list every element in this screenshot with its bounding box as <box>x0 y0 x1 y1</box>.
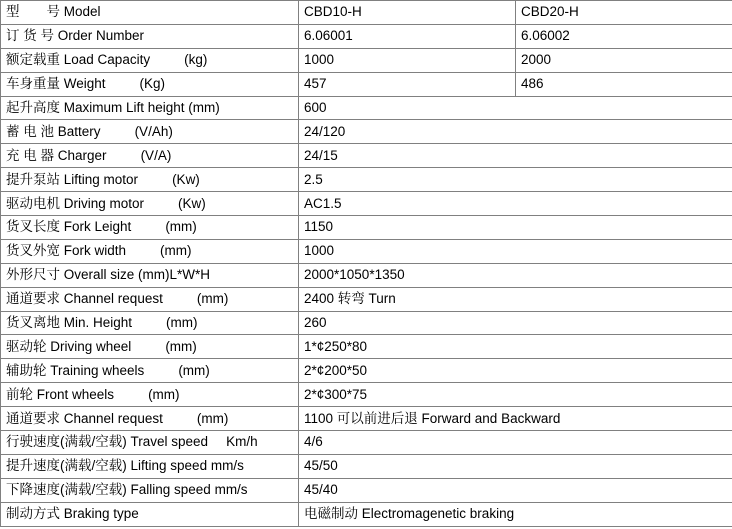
row-label-cn: 行驶速度(满载/空载) <box>6 434 127 450</box>
row-label-cn: 制动方式 <box>6 506 60 522</box>
table-row <box>1 311 732 335</box>
row-label-cell <box>1 24 299 48</box>
row-value-model-1: 1150 <box>299 216 732 240</box>
row-label-cn: 起升高度 <box>6 100 60 115</box>
table-row <box>1 168 732 192</box>
row-label-unit: (mm) <box>166 315 198 331</box>
row-value-model-1: 45/50 <box>299 454 732 478</box>
row-label-cell <box>1 407 299 431</box>
row-label-cn: 辅助轮 <box>6 362 47 378</box>
row-label-en: Front wheels <box>36 386 115 402</box>
row-label-en: Driving motor <box>63 195 145 211</box>
row-label-cell <box>1 48 299 72</box>
row-label-en: Travel speed <box>130 434 209 450</box>
row-label-en: Overall size (mm)L*W*H <box>63 267 211 283</box>
row-label-cell <box>1 239 299 263</box>
row-label-cn: 蓄 电 池 <box>6 123 55 139</box>
row-label-unit: (mm) <box>178 362 210 378</box>
row-value-model-1: 1100 可以前进后退 Forward and Backward <box>299 407 732 431</box>
row-value-model-1: AC1.5 <box>299 192 732 216</box>
table-row <box>1 359 732 383</box>
row-label-en: Braking type <box>63 506 139 522</box>
row-label-cn: 型 号 <box>6 4 60 20</box>
row-label-cell <box>1 1 299 25</box>
row-label-cell <box>1 478 299 502</box>
row-label-cell <box>1 383 299 407</box>
row-label-cn: 货叉离地 <box>6 315 60 331</box>
row-value-model-2: 6.06002 <box>516 24 732 48</box>
row-value-model-1: 6.06001 <box>299 24 516 48</box>
row-value-model-1: 2*¢300*75 <box>299 383 732 407</box>
row-label-cell <box>1 263 299 287</box>
row-label-unit: (kg) <box>184 52 208 68</box>
row-value-model-1: 1*¢250*80 <box>299 335 732 359</box>
row-label-cell <box>1 72 299 96</box>
row-label-en: Training wheels <box>50 362 145 378</box>
row-label-unit: (mm) <box>165 219 197 235</box>
row-label-cell <box>1 502 299 526</box>
row-label-unit: (Kw) <box>178 195 206 211</box>
row-label-cn: 下降速度(满载/空载) <box>6 482 127 498</box>
row-value-model-1: 1000 <box>299 239 732 263</box>
table-row <box>1 216 732 240</box>
table-row <box>1 192 732 216</box>
row-label-cn: 驱动电机 <box>6 195 60 211</box>
row-value-model-2: 2000 <box>516 48 732 72</box>
table-row <box>1 287 732 311</box>
row-value-model-1: 电磁制动 Electromagenetic braking <box>299 502 732 526</box>
row-value-model-1: 260 <box>299 311 732 335</box>
row-label-cn: 额定载重 <box>6 52 60 68</box>
row-value-model-1: 1000 <box>299 48 516 72</box>
row-label-cn: 通道要求 <box>6 291 60 307</box>
row-label-cell <box>1 287 299 311</box>
row-label-unit: (mm) <box>148 386 180 402</box>
row-label-en: Lifting motor <box>63 171 139 187</box>
row-label-unit: (Kg) <box>139 76 166 92</box>
row-label-cell <box>1 359 299 383</box>
table-body <box>1 1 732 527</box>
row-label-cell <box>1 454 299 478</box>
row-label-cell <box>1 335 299 359</box>
row-label-unit: (mm) <box>160 243 192 259</box>
row-value-model-1: 24/15 <box>299 144 732 168</box>
row-label-cn: 订 货 号 <box>6 28 55 44</box>
row-label-en: Fork width <box>63 243 127 259</box>
row-value-model-1: 4/6 <box>299 431 732 455</box>
row-label-en: Fork Leight <box>63 219 132 235</box>
row-label-unit: (V/A) <box>140 147 172 163</box>
table-row <box>1 478 732 502</box>
row-label-cn: 外形尺寸 <box>6 267 60 283</box>
row-label-cn: 驱动轮 <box>6 338 47 354</box>
row-label-en: Weight <box>63 76 106 92</box>
row-label-unit: (mm) <box>196 291 229 307</box>
table-row <box>1 120 732 144</box>
table-row <box>1 72 732 96</box>
table-row <box>1 1 732 25</box>
row-label-en: Channel request <box>63 410 163 426</box>
table-row <box>1 335 732 359</box>
row-label-en: Maximum Lift height (mm) <box>63 100 220 115</box>
row-label-en: Load Capacity <box>63 52 151 68</box>
row-label-en: Model <box>63 4 101 20</box>
table-row <box>1 502 732 526</box>
row-label-unit: (V/Ah) <box>134 123 173 139</box>
row-label-en: Falling speed mm/s <box>130 482 248 498</box>
row-label-en: Min. Height <box>63 315 133 331</box>
row-label-cell <box>1 168 299 192</box>
table-row <box>1 454 732 478</box>
row-label-cell <box>1 192 299 216</box>
table-row <box>1 24 732 48</box>
row-label-cell <box>1 216 299 240</box>
row-label-cn: 货叉外宽 <box>6 243 60 259</box>
table-row <box>1 383 732 407</box>
row-label-cell <box>1 120 299 144</box>
row-label-cn: 前轮 <box>6 386 33 402</box>
row-label-cn: 提升速度(满载/空载) <box>6 458 127 474</box>
row-label-en: Channel request <box>63 291 163 307</box>
table-row <box>1 48 732 72</box>
row-label-unit: (mm) <box>196 410 229 426</box>
row-label-cn: 提升泵站 <box>6 171 60 187</box>
table-row <box>1 263 732 287</box>
table-row <box>1 144 732 168</box>
row-value-model-1: 24/120 <box>299 120 732 144</box>
row-value-model-1: 457 <box>299 72 516 96</box>
table-row <box>1 239 732 263</box>
row-label-cn: 充 电 器 <box>6 147 55 163</box>
row-value-model-1: 2400 转弯 Turn <box>299 287 732 311</box>
row-value-model-1: 600 <box>299 96 732 120</box>
row-label-unit: (mm) <box>165 338 197 354</box>
row-value-model-1: 2.5 <box>299 168 732 192</box>
table-row <box>1 407 732 431</box>
row-label-cell <box>1 431 299 455</box>
row-value-model-2: 486 <box>516 72 732 96</box>
table-row <box>1 96 732 120</box>
row-value-model-1: 2000*1050*1350 <box>299 263 732 287</box>
row-value-model-1: 45/40 <box>299 478 732 502</box>
row-label-cell <box>1 311 299 335</box>
row-label-en: Lifting speed mm/s <box>130 458 244 474</box>
row-label-en: Driving wheel <box>50 338 132 354</box>
row-value-model-1: 2*¢200*50 <box>299 359 732 383</box>
row-label-en: Order Number <box>57 28 145 44</box>
row-label-en: Charger <box>57 147 107 163</box>
row-value-model-2: CBD20-H <box>516 1 732 25</box>
row-label-unit: Km/h <box>226 434 258 450</box>
row-value-model-1: CBD10-H <box>299 1 516 25</box>
row-label-cn: 车身重量 <box>6 76 60 92</box>
table-row <box>1 431 732 455</box>
row-label-cell <box>1 144 299 168</box>
row-label-cn: 通道要求 <box>6 410 60 426</box>
row-label-cn: 货叉长度 <box>6 219 60 235</box>
row-label-en: Battery <box>57 123 101 139</box>
row-label-cell <box>1 96 299 120</box>
row-label-unit: (Kw) <box>172 171 200 187</box>
